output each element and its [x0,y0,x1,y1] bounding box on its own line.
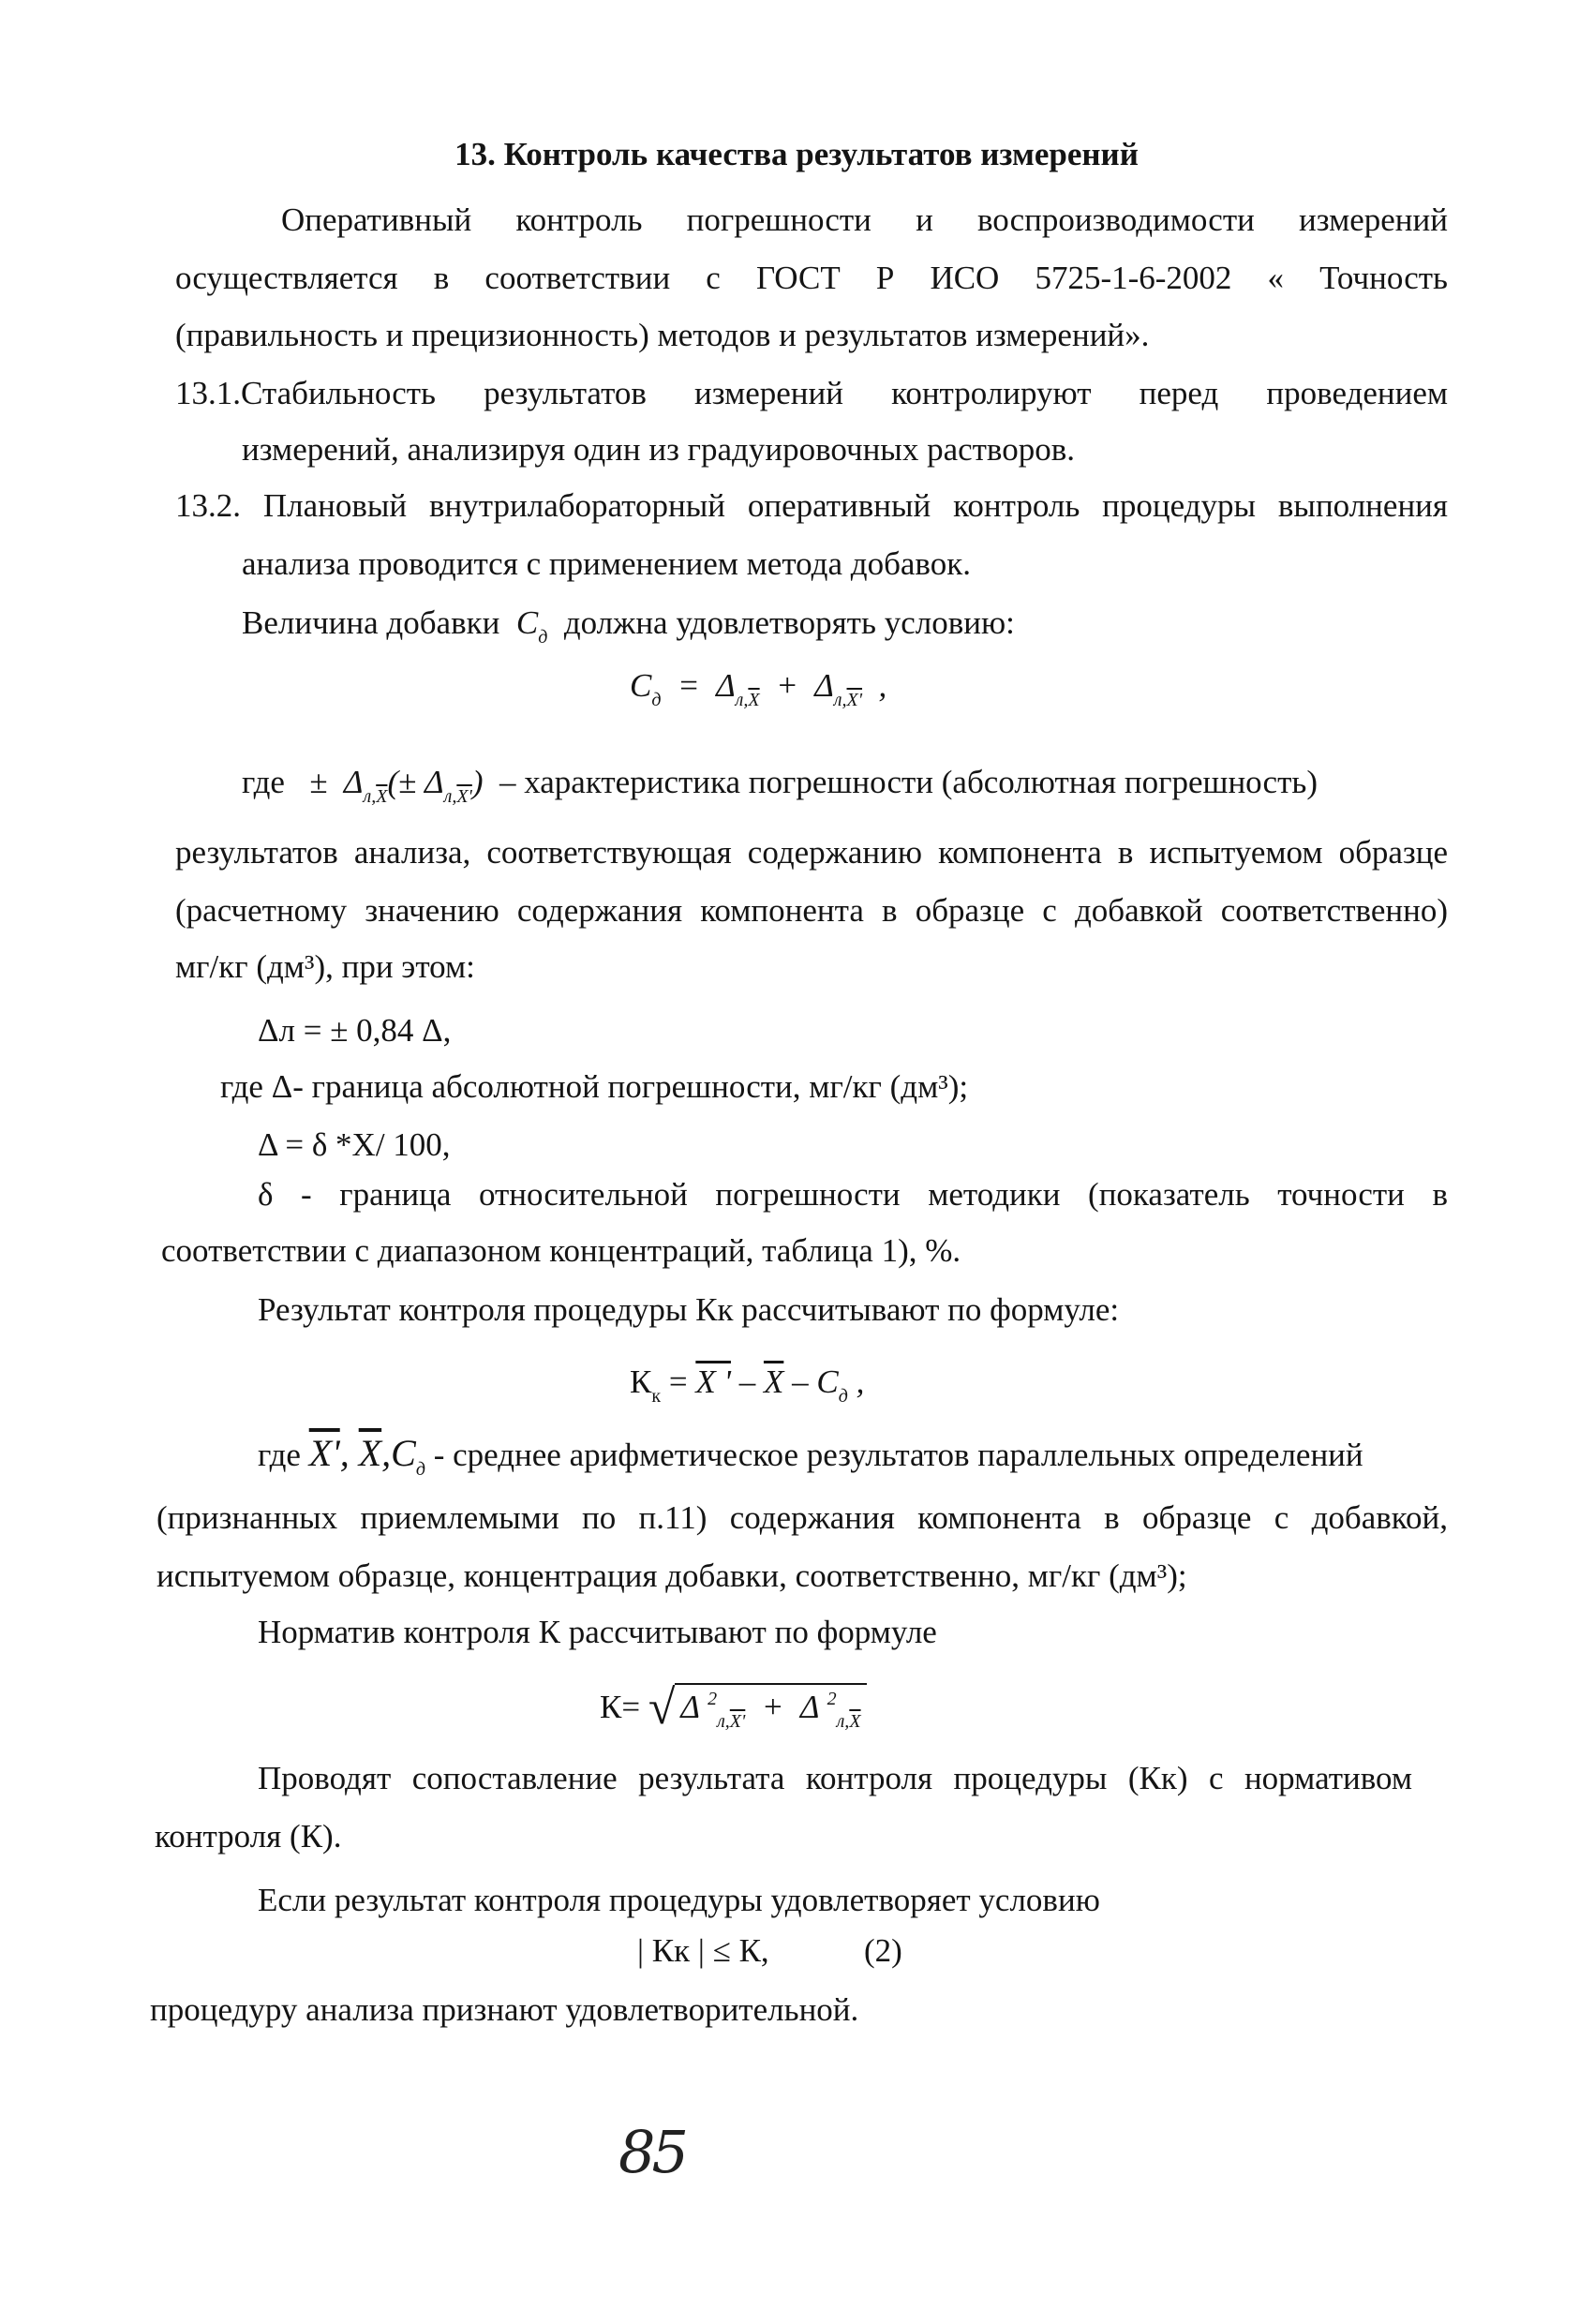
where2-line-2: (признанных приемлемыми по п.11) содержания компонента в образце с добавкой, [156,1499,1448,1536]
formula-additive: $C_д = \Delta_{л,\overline{X}} + \Delta_{л,X'}$ , [630,667,887,710]
where2-line-1: где X', $\overline{X},C_д$ - среднее арифметическое результатов параллельных определений [258,1432,1363,1480]
relative-error-line-1: δ - граница относительной погрешности методики (показатель точности в [258,1176,1448,1213]
where-line-4: мг/кг (дм³), при этом: [175,948,475,985]
formula-norm: К= √ Δ $^2_{л,X'}$ + Δ $^2_{л,\overline{X}}$ [600,1680,867,1736]
condition-number: (2) [864,1932,902,1969]
condition-formula: | Кк | ≤ К, [637,1932,769,1969]
relative-error-line-2: соответствии с диапазоном концентраций, таблица 1), %. [161,1232,961,1269]
page-number: 85 [618,2118,685,2186]
section-heading: 13. Контроль качества результатов измерений [454,136,1139,172]
additive-sentence: Величина добавки $C_д$ должна удовлетворять условию: [242,604,1015,648]
clause-13-1-line-1: 13.1.Стабильность результатов измерений контролируют перед проведением [175,375,1448,411]
clause-13-1-line-2: измерений, анализируя один из градуировочных растворов. [242,431,1075,468]
intro-line-1: Оперативный контроль погрешности и воспроизводимости измерений [281,201,1448,238]
intro-line-3: (правильность и прецизионность) методов и результатов измерений». [175,317,1150,353]
clause-13-2-line-2: анализа проводится с применением метода добавок. [242,545,971,582]
norm-intro: Норматив контроля К рассчитывают по формуле [258,1614,937,1650]
intro-line-2: осуществляется в соответствии с ГОСТ Р ИСО 5725-1-6-2002 « Точность [175,260,1448,296]
compare-line-2: контроля (К). [155,1818,342,1855]
delta-l-formula: Δл = ± 0,84 Δ, [258,1012,452,1049]
where2-line-3: испытуемом образце, концентрация добавки, соответственно, мг/кг (дм³); [156,1557,1187,1594]
where-line-1: где ± $\Delta_{л,\overline{X}}(\pm \Delta_{л,X'})$ – характеристика погрешности (абсолютная погрешность) [242,764,1318,807]
where-line-2: результатов анализа, соответствующая содержанию компонента в испытуемом образце [175,834,1448,871]
result-intro: Результат контроля процедуры Кк рассчитывают по формуле: [258,1291,1120,1328]
delta-definition: где Δ- граница абсолютной погрешности, мг/кг (дм³); [220,1068,969,1105]
where-line-3: (расчетному значению содержания компонента в образце с добавкой соответственно) [175,892,1448,929]
formula-control-result: $К_к = X$ ' – $\overline{X} - C_д$ , [630,1363,865,1407]
condition-intro: Если результат контроля процедуры удовлетворяет условию [258,1882,1100,1918]
clause-13-2-line-1: 13.2. Плановый внутрилабораторный оперативный контроль процедуры выполнения [175,487,1448,524]
delta-formula: Δ = δ *X/ 100, [258,1126,451,1163]
compare-line-1: Проводят сопоставление результата контроля процедуры (Кк) с нормативом [258,1760,1412,1796]
conclusion: процедуру анализа признают удовлетворительной. [150,1991,859,2028]
